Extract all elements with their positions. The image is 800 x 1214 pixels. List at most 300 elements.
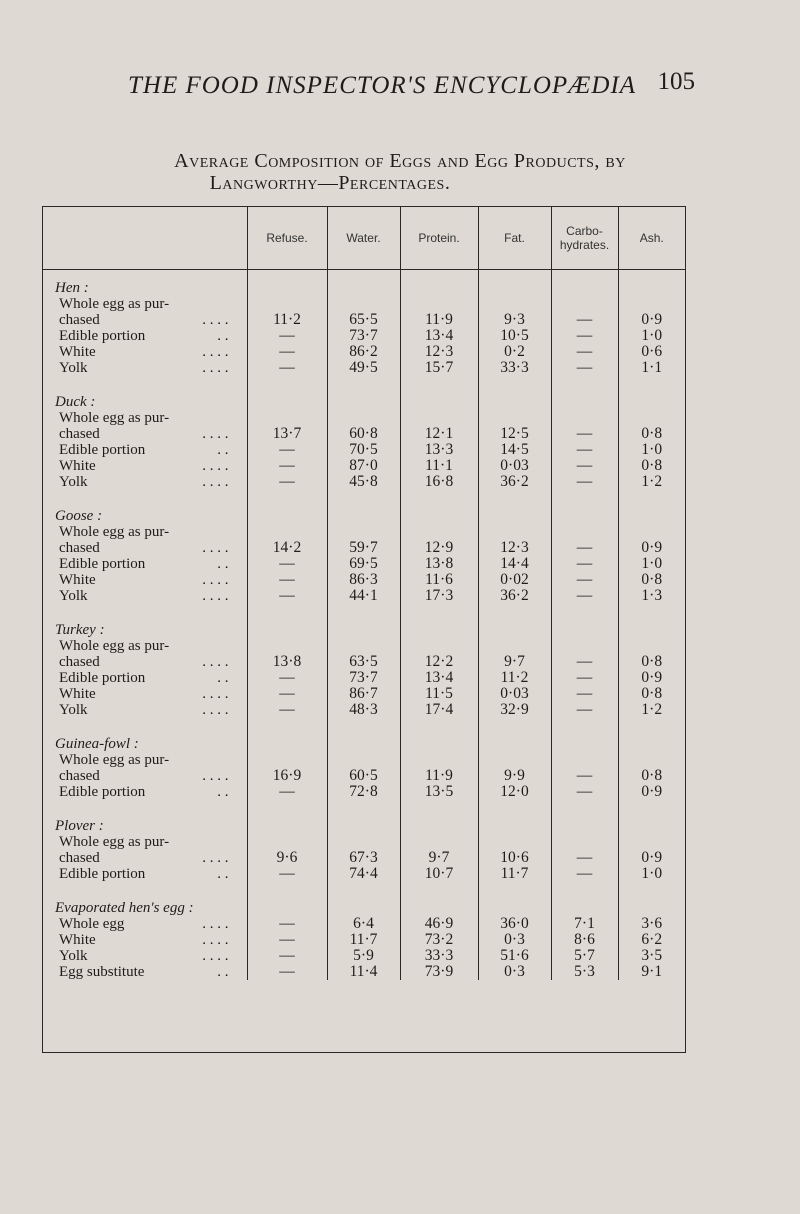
value-cell [400, 524, 478, 540]
value-cell: — [551, 670, 618, 686]
row-label [43, 426, 247, 442]
row-label-text: White [59, 344, 96, 360]
column-header: Carbo-hydrates. [551, 207, 618, 270]
empty-cell [247, 736, 327, 752]
empty-cell [400, 508, 478, 524]
value-cell: 0·9 [618, 540, 685, 556]
value-cell: 0·9 [618, 670, 685, 686]
table-row [43, 752, 685, 768]
group-label: Turkey : [55, 622, 105, 638]
spacer-cell [43, 604, 247, 622]
spacer-cell [551, 800, 618, 818]
value-cell [400, 296, 478, 312]
group-heading-row [43, 736, 685, 752]
value-cell [400, 834, 478, 850]
spacer-cell [247, 882, 327, 900]
row-label [43, 572, 247, 588]
row-label-text: Whole egg [59, 916, 125, 932]
value-cell: — [551, 426, 618, 442]
empty-cell [551, 818, 618, 834]
value-cell: 11·9 [400, 768, 478, 784]
row-label [43, 850, 247, 866]
empty-cell [400, 736, 478, 752]
value-cell: — [247, 686, 327, 702]
value-cell [400, 410, 478, 426]
value-cell: 73·7 [327, 670, 400, 686]
spacer-cell [478, 376, 551, 394]
group-spacer [43, 882, 685, 900]
row-label [43, 834, 247, 850]
table-row [43, 540, 685, 556]
value-cell [247, 296, 327, 312]
leader-dots: . . . . [202, 654, 229, 670]
spacer-cell [400, 604, 478, 622]
row-label [43, 458, 247, 474]
spacer-cell [43, 882, 247, 900]
value-cell: 11·7 [478, 866, 551, 882]
value-cell: — [247, 702, 327, 718]
value-cell: 73·9 [400, 964, 478, 980]
spacer-cell [478, 800, 551, 818]
leader-dots: . . . . [202, 540, 229, 556]
value-cell: 36·0 [478, 916, 551, 932]
value-cell [478, 834, 551, 850]
spacer-cell [400, 376, 478, 394]
value-cell [618, 752, 685, 768]
row-label-text: Edible portion [59, 556, 146, 572]
value-cell [478, 410, 551, 426]
value-cell: 45·8 [327, 474, 400, 490]
value-cell: 11·4 [327, 964, 400, 980]
value-cell: 32·9 [478, 702, 551, 718]
value-cell: 13·8 [400, 556, 478, 572]
value-cell: 12·3 [400, 344, 478, 360]
group-label: Duck : [55, 394, 96, 410]
value-cell: 48·3 [327, 702, 400, 718]
page-number: 105 [657, 68, 695, 95]
value-cell: 10·5 [478, 328, 551, 344]
row-label [43, 524, 247, 540]
value-cell: 11·1 [400, 458, 478, 474]
value-cell: — [247, 588, 327, 604]
value-cell: — [551, 442, 618, 458]
spacer-cell [478, 882, 551, 900]
value-cell: 59·7 [327, 540, 400, 556]
value-cell: 15·7 [400, 360, 478, 376]
table-row [43, 312, 685, 328]
value-cell: 87·0 [327, 458, 400, 474]
table-header [43, 207, 685, 270]
value-cell: 33·3 [478, 360, 551, 376]
value-cell [618, 834, 685, 850]
value-cell: — [247, 948, 327, 964]
value-cell: — [551, 702, 618, 718]
leader-dots: . . . . [202, 588, 229, 604]
spacer-cell [247, 604, 327, 622]
empty-cell [478, 270, 551, 297]
empty-cell [400, 622, 478, 638]
spacer-cell [43, 490, 247, 508]
empty-cell [618, 508, 685, 524]
row-label [43, 556, 247, 572]
value-cell: 12·9 [400, 540, 478, 556]
value-cell: 3·6 [618, 916, 685, 932]
leader-dots: . . [217, 442, 229, 458]
spacer-cell [478, 604, 551, 622]
column-header: Water. [327, 207, 400, 270]
value-cell [618, 410, 685, 426]
value-cell: 12·3 [478, 540, 551, 556]
empty-cell [551, 622, 618, 638]
table-row [43, 426, 685, 442]
row-label-text: Edible portion [59, 442, 146, 458]
leader-dots: . . . . [202, 360, 229, 376]
group-spacer [43, 376, 685, 394]
value-cell: — [247, 442, 327, 458]
value-cell [327, 752, 400, 768]
empty-cell [618, 622, 685, 638]
row-label [43, 932, 247, 948]
value-cell: 51·6 [478, 948, 551, 964]
leader-dots: . . [217, 670, 229, 686]
value-cell: — [247, 932, 327, 948]
group-spacer [43, 604, 685, 622]
empty-cell [247, 818, 327, 834]
row-label-text: Edible portion [59, 784, 146, 800]
value-cell: 12·2 [400, 654, 478, 670]
group-spacer [43, 490, 685, 508]
row-label [43, 768, 247, 784]
spacer-cell [327, 800, 400, 818]
empty-cell [247, 270, 327, 297]
leader-dots: . . . . [202, 768, 229, 784]
spacer-cell [478, 490, 551, 508]
value-cell [400, 752, 478, 768]
spacer-cell [618, 604, 685, 622]
row-label-text: chased [59, 768, 100, 784]
column-header: Fat. [478, 207, 551, 270]
spacer-cell [618, 800, 685, 818]
row-label-text: Edible portion [59, 328, 146, 344]
empty-cell [327, 736, 400, 752]
spacer-cell [618, 718, 685, 736]
empty-cell [400, 900, 478, 916]
table-row [43, 964, 685, 980]
row-label-text: White [59, 932, 96, 948]
value-cell: 1·3 [618, 588, 685, 604]
value-cell: — [247, 784, 327, 800]
spacer-cell [478, 718, 551, 736]
value-cell: 9·9 [478, 768, 551, 784]
spacer-cell [400, 490, 478, 508]
table-row [43, 638, 685, 654]
value-cell: 13·8 [247, 654, 327, 670]
row-label-text: chased [59, 540, 100, 556]
value-cell: — [247, 328, 327, 344]
value-cell: 12·5 [478, 426, 551, 442]
spacer-cell [551, 604, 618, 622]
leader-dots: . . . . [202, 916, 229, 932]
value-cell: — [247, 344, 327, 360]
value-cell: 0·8 [618, 458, 685, 474]
table-row [43, 866, 685, 882]
table-row [43, 474, 685, 490]
spacer-cell [618, 490, 685, 508]
value-cell: — [247, 866, 327, 882]
value-cell: 70·5 [327, 442, 400, 458]
empty-cell [327, 818, 400, 834]
value-cell: 10·6 [478, 850, 551, 866]
leader-dots: . . [217, 784, 229, 800]
value-cell: 44·1 [327, 588, 400, 604]
table-row [43, 702, 685, 718]
table-row [43, 458, 685, 474]
value-cell: 11·6 [400, 572, 478, 588]
value-cell: 0·02 [478, 572, 551, 588]
value-cell: — [247, 556, 327, 572]
table-row [43, 524, 685, 540]
value-cell: 0·8 [618, 768, 685, 784]
table-row [43, 686, 685, 702]
value-cell: 13·3 [400, 442, 478, 458]
value-cell [551, 752, 618, 768]
table-row [43, 916, 685, 932]
empty-cell [618, 736, 685, 752]
value-cell: 5·3 [551, 964, 618, 980]
group-heading-row [43, 394, 685, 410]
spacer-cell [400, 718, 478, 736]
empty-cell [618, 394, 685, 410]
row-label-text: Whole egg as pur- [59, 638, 170, 654]
value-cell: — [551, 654, 618, 670]
row-label [43, 410, 247, 426]
row-label [43, 670, 247, 686]
row-label-text: chased [59, 312, 100, 328]
value-cell: 13·4 [400, 670, 478, 686]
value-cell: 16·8 [400, 474, 478, 490]
row-label [43, 964, 247, 980]
value-cell: 0·8 [618, 686, 685, 702]
leader-dots: . . . . [202, 850, 229, 866]
value-cell: 6·2 [618, 932, 685, 948]
value-cell: 13·7 [247, 426, 327, 442]
value-cell: 0·9 [618, 312, 685, 328]
value-cell: 33·3 [400, 948, 478, 964]
value-cell: 12·1 [400, 426, 478, 442]
leader-dots: . . [217, 964, 229, 980]
value-cell [478, 296, 551, 312]
spacer-cell [327, 604, 400, 622]
group-heading-row [43, 270, 685, 297]
empty-cell [247, 394, 327, 410]
value-cell [551, 410, 618, 426]
row-label-text: Yolk [59, 360, 88, 376]
value-cell: 0·3 [478, 964, 551, 980]
row-label-text: Egg substitute [59, 964, 145, 980]
spacer-cell [400, 882, 478, 900]
empty-cell [327, 270, 400, 297]
value-cell: 9·6 [247, 850, 327, 866]
leader-dots: . . . . [202, 948, 229, 964]
table-caption [0, 150, 800, 194]
empty-cell [478, 508, 551, 524]
value-cell: 86·2 [327, 344, 400, 360]
table-row [43, 588, 685, 604]
empty-cell [327, 508, 400, 524]
value-cell [327, 410, 400, 426]
empty-cell [400, 394, 478, 410]
value-cell: 65·5 [327, 312, 400, 328]
empty-cell [478, 736, 551, 752]
spacer-cell [551, 718, 618, 736]
value-cell [327, 524, 400, 540]
value-cell: 73·7 [327, 328, 400, 344]
value-cell: — [551, 328, 618, 344]
empty-cell [327, 394, 400, 410]
group-label: Plover : [55, 818, 104, 834]
group-heading-row [43, 508, 685, 524]
row-label-text: Yolk [59, 702, 88, 718]
value-cell: — [551, 686, 618, 702]
row-label-text: Yolk [59, 588, 88, 604]
value-cell: — [247, 360, 327, 376]
table-row [43, 654, 685, 670]
value-cell: 1·0 [618, 556, 685, 572]
row-label-text: Yolk [59, 474, 88, 490]
leader-dots: . . . . [202, 426, 229, 442]
value-cell: — [551, 588, 618, 604]
value-cell [247, 410, 327, 426]
group-label: Evaporated hen's egg : [55, 900, 194, 916]
value-cell [478, 638, 551, 654]
table-row [43, 360, 685, 376]
value-cell: — [551, 360, 618, 376]
group-heading-row [43, 900, 685, 916]
column-header: Protein. [400, 207, 478, 270]
empty-cell [327, 622, 400, 638]
composition-table [42, 206, 686, 1053]
column-header-item [43, 207, 247, 270]
value-cell: 16·9 [247, 768, 327, 784]
value-cell: 63·5 [327, 654, 400, 670]
running-title: THE FOOD INSPECTOR'S ENCYCLOPÆDIA [128, 72, 637, 99]
row-label-text: White [59, 686, 96, 702]
value-cell: 9·3 [478, 312, 551, 328]
value-cell: — [551, 312, 618, 328]
group-label: Guinea-fowl : [55, 736, 139, 752]
row-label [43, 442, 247, 458]
value-cell: 69·5 [327, 556, 400, 572]
value-cell: 6·4 [327, 916, 400, 932]
table-body [43, 270, 685, 981]
value-cell [400, 638, 478, 654]
value-cell: 1·0 [618, 866, 685, 882]
value-cell: — [247, 964, 327, 980]
value-cell: 0·3 [478, 932, 551, 948]
row-label-text: Whole egg as pur- [59, 524, 170, 540]
value-cell: 13·4 [400, 328, 478, 344]
value-cell: — [551, 474, 618, 490]
value-cell: 73·2 [400, 932, 478, 948]
caption-line-1: Average Composition of Eggs and Egg Products, by [174, 150, 626, 172]
value-cell: 8·6 [551, 932, 618, 948]
spacer-cell [43, 800, 247, 818]
spacer-cell [618, 882, 685, 900]
caption-line-2: Langworthy—Percentages. [209, 172, 451, 194]
spacer-cell [247, 376, 327, 394]
value-cell: 0·9 [618, 850, 685, 866]
value-cell: 49·5 [327, 360, 400, 376]
empty-cell [618, 270, 685, 297]
table-row [43, 948, 685, 964]
row-label [43, 752, 247, 768]
value-cell: 60·5 [327, 768, 400, 784]
spacer-cell [247, 800, 327, 818]
value-cell: 1·0 [618, 442, 685, 458]
group-spacer [43, 800, 685, 818]
leader-dots: . . [217, 866, 229, 882]
row-label [43, 916, 247, 932]
value-cell: 0·03 [478, 686, 551, 702]
value-cell: — [551, 572, 618, 588]
row-label-text: White [59, 572, 96, 588]
leader-dots: . . . . [202, 344, 229, 360]
value-cell: 1·1 [618, 360, 685, 376]
value-cell: 0·9 [618, 784, 685, 800]
leader-dots: . . . . [202, 686, 229, 702]
group-label: Hen : [55, 280, 89, 296]
empty-cell [478, 394, 551, 410]
empty-cell [247, 508, 327, 524]
value-cell: — [551, 784, 618, 800]
value-cell [247, 524, 327, 540]
value-cell: 17·4 [400, 702, 478, 718]
value-cell: 36·2 [478, 474, 551, 490]
value-cell: — [247, 572, 327, 588]
leader-dots: . . [217, 556, 229, 572]
spacer-cell [327, 490, 400, 508]
value-cell: 86·3 [327, 572, 400, 588]
value-cell: — [551, 540, 618, 556]
empty-cell [551, 270, 618, 297]
column-header: Refuse. [247, 207, 327, 270]
spacer-cell [551, 882, 618, 900]
column-header: Ash. [618, 207, 685, 270]
value-cell: 14·2 [247, 540, 327, 556]
row-label [43, 654, 247, 670]
value-cell [247, 752, 327, 768]
row-label [43, 866, 247, 882]
row-label [43, 296, 247, 312]
value-cell [247, 638, 327, 654]
row-label-text: Edible portion [59, 866, 146, 882]
value-cell: 9·7 [400, 850, 478, 866]
value-cell [551, 834, 618, 850]
table-row [43, 834, 685, 850]
value-cell: 11·5 [400, 686, 478, 702]
empty-cell [247, 900, 327, 916]
row-label-text: chased [59, 426, 100, 442]
empty-cell [478, 900, 551, 916]
value-cell: 11·7 [327, 932, 400, 948]
value-cell: — [551, 866, 618, 882]
spacer-cell [43, 718, 247, 736]
value-cell: — [551, 556, 618, 572]
value-cell: 17·3 [400, 588, 478, 604]
leader-dots: . . . . [202, 474, 229, 490]
value-cell: 1·0 [618, 328, 685, 344]
composition-table-grid [43, 207, 685, 980]
